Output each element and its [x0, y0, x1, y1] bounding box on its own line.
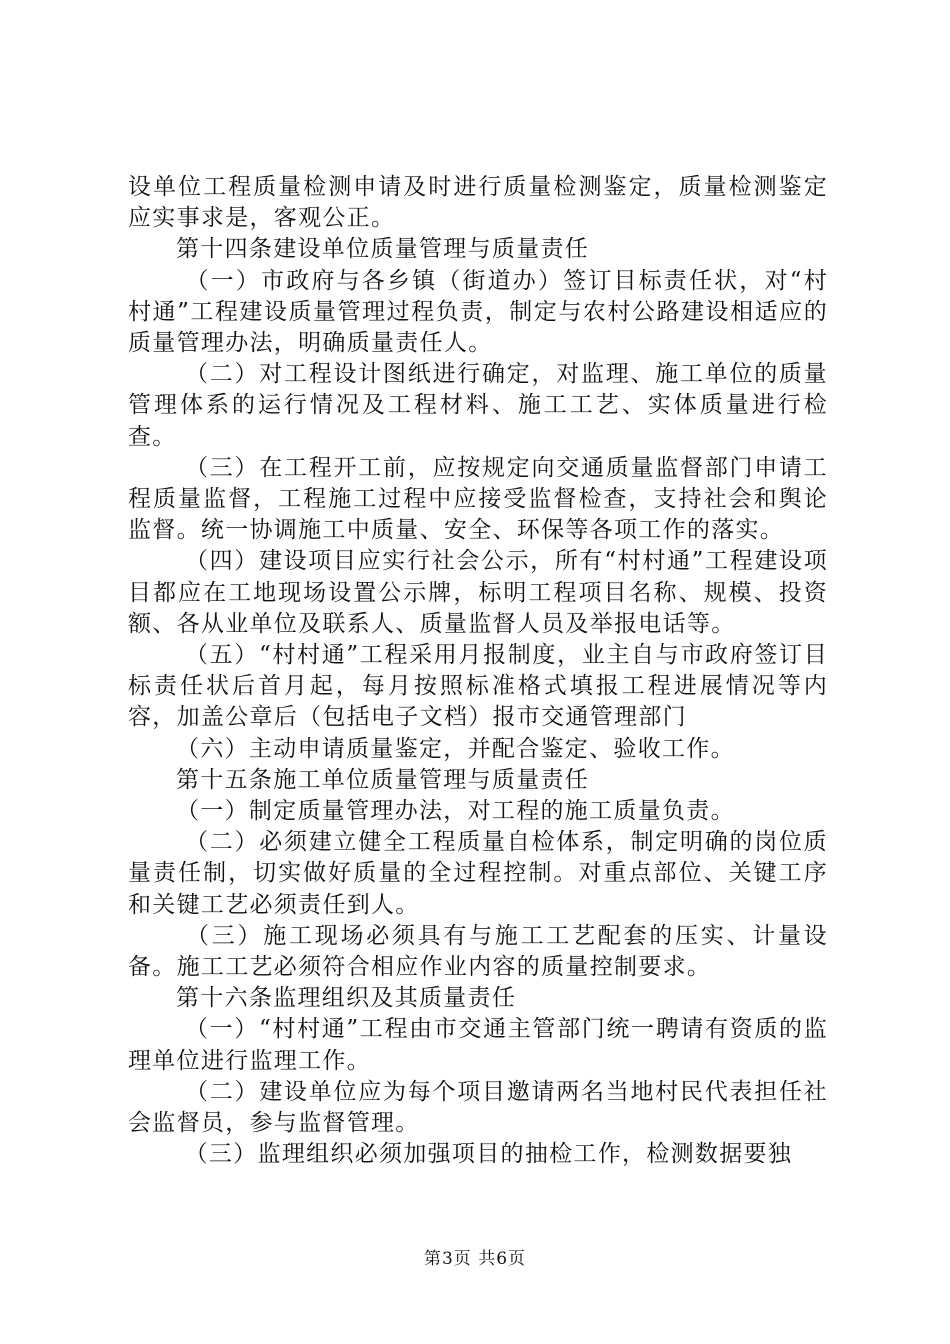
paragraph-1: 设单位工程质量检测申请及时进行质量检测鉴定，质量检测鉴定应实事求是，客观公正。: [128, 174, 828, 232]
paragraph-4: （二）对工程设计图纸进行确定，对监理、施工单位的质量管理体系的运行情况及工程材料、施工工艺、实体质量进行检查。: [128, 361, 828, 450]
document-body: [128, 172, 828, 1171]
paragraph-6: （四）建设项目应实行社会公示，所有“村村通”工程建设项目都应在工地现场设置公示牌，标明工程项目名称、规模、投资额、各从业单位及联系人、质量监督人员及举报电话等。: [128, 548, 828, 637]
article-14-heading: 第十四条建设单位质量管理与质量责任: [176, 236, 590, 263]
paragraph-10: （一）制定质量管理办法，对工程的施工质量负责。: [176, 798, 735, 825]
article-16-heading: 第十六条监理组织及其质量责任: [176, 985, 517, 1012]
paragraph-12: （三）施工现场必须具有与施工工艺配套的压实、计量设备。施工工艺必须符合相应作业内容的质量控制要求。: [128, 922, 828, 981]
paragraph-8: （六）主动申请质量鉴定，并配合鉴定、验收工作。: [176, 735, 735, 762]
paragraph-3: （一）市政府与各乡镇（街道办）签订目标责任状，对“村村通”工程建设质量管理过程负责，制定与农村公路建设相适应的质量管理办法，明确质量责任人。: [128, 267, 828, 357]
paragraph-11: （二）必须建立健全工程质量自检体系，制定明确的岗位质量责任制，切实做好质量的全过程控制。对重点部位、关键工序和关键工艺必须责任到人。: [128, 829, 828, 918]
article-15-heading: 第十五条施工单位质量管理与质量责任: [176, 766, 590, 793]
page-footer: 第3页 共6页: [423, 1249, 527, 1269]
paragraph-14: （一）“村村通”工程由市交通主管部门统一聘请有资质的监理单位进行监理工作。: [128, 1016, 828, 1074]
paragraph-7: （五）“村村通”工程采用月报制度，业主自与市政府签订目标责任状后首月起，每月按照标准格式填报工程进展情况等内容，加盖公章后（包括电子文档）报市交通管理部门: [128, 642, 828, 731]
paragraph-15: （二）建设单位应为每个项目邀请两名当地村民代表担任社会监督员，参与监督管理。: [128, 1078, 828, 1137]
paragraph-16: （三）监理组织必须加强项目的抽检工作，检测数据要独: [176, 1141, 793, 1168]
paragraph-5: （三）在工程开工前，应按规定向交通质量监督部门申请工程质量监督，工程施工过程中应接受监督检查，支持社会和舆论监督。统一协调施工中质量、安全、环保等各项工作的落实。: [128, 454, 828, 544]
